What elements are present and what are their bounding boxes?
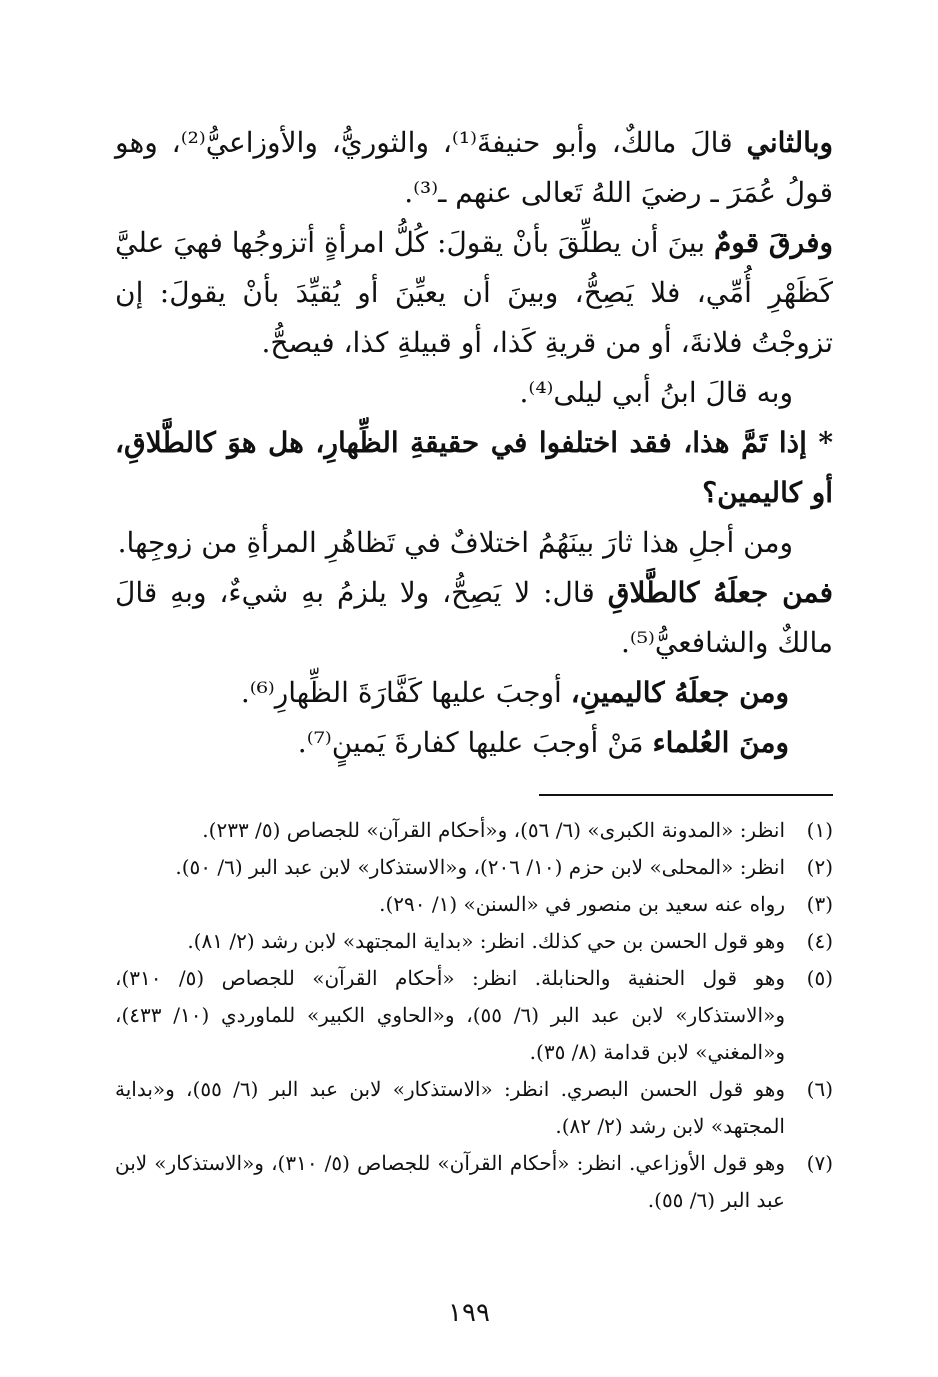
paragraph-body: مَنْ أوجبَ عليها كفارةَ يَمينٍ⁽⁷⁾.	[297, 726, 653, 759]
footnote-number: (٦)	[806, 1077, 833, 1101]
footnote-3	[115, 886, 833, 923]
footnote-text: وهو قول الحسن البصري. انظر: «الاستذكار» لابن عبد البر (٦/ ٥٥)، و«بداية المجتهد» لابن رشد (٢/ ٨٢).	[115, 1077, 786, 1138]
paragraph-body: بينَ أن يطلِّقَ بأنْ يقولَ: كُلُّ امرأةٍ أتزوجُها فهيَ عليَّ كَظَهْرِ أُمِّي، فلا يَصِحُّ، وبينَ أن يعيِّنَ أو يُقيِّدَ بأنْ يقولَ: إن تزوجْتُ فلانةَ، أو من قريةِ كَذا، أو قبيلةِ كذا، فيصحُّ.	[115, 226, 833, 359]
book-page	[115, 118, 833, 1338]
footnote-text: وهو قول الأوزاعي. انظر: «أحكام القرآن» للجصاص (٥/ ٣١٠)، و«الاستذكار» لابن عبد البر (٦/ ٥٥).	[115, 1151, 785, 1212]
paragraph-6	[115, 568, 833, 668]
footnotes	[115, 812, 833, 1219]
paragraph-body: ومن أجلِ هذا ثارَ بينَهُمُ اختلافٌ في تَظاهُرِ المرأةِ من زوجِها.	[117, 526, 793, 559]
footnote-number: (٤)	[806, 929, 833, 953]
footnote-separator	[539, 794, 833, 796]
footnote-number: (٣)	[806, 892, 833, 916]
footnote-text: وهو قول الحسن بن حي كذلك. انظر: «بداية المجتهد» لابن رشد (٢/ ٨١).	[187, 929, 785, 953]
footnote-6	[115, 1071, 833, 1145]
paragraph-5	[115, 518, 833, 568]
paragraph-body: وبه قالَ ابنُ أبي ليلى⁽⁴⁾.	[519, 376, 793, 409]
footnote-text: انظر: «المدونة الكبرى» (٦/ ٥٦)، و«أحكام القرآن» للجصاص (٥/ ٢٣٣).	[202, 818, 785, 842]
paragraph-1	[115, 118, 833, 218]
main-text	[115, 118, 833, 768]
paragraph-2	[115, 218, 833, 368]
footnote-number: (١)	[806, 818, 833, 842]
footnote-5	[115, 960, 833, 1071]
paragraph-4	[115, 418, 833, 518]
paragraph-3	[115, 368, 833, 418]
footnote-7	[115, 1145, 833, 1219]
footnote-number: (٧)	[806, 1151, 833, 1175]
paragraph-lead: ومنَ العُلماء	[652, 726, 789, 759]
footnote-number: (٢)	[806, 855, 833, 879]
paragraph-body: قال: لا يَصِحُّ، ولا يلزمُ بهِ شيءٌ، وبهِ قالَ مالكٌ والشافعيُّ⁽⁵⁾.	[115, 576, 833, 659]
paragraph-lead: فمن جعلَهُ كالطَّلاقِ	[607, 576, 833, 609]
footnote-text: وهو قول الحنفية والحنابلة. انظر: «أحكام القرآن» للجصاص (٥/ ٣١٠)، و«الاستذكار» لابن عبد البر (٦/ ٥٥)، و«الحاوي الكبير» للماوردي (١٠/ ٤٣٣)، و«المغني» لابن قدامة (٨/ ٣٥).	[115, 966, 785, 1064]
paragraph-7	[115, 668, 833, 718]
footnote-number: (٥)	[806, 966, 833, 990]
footnote-1	[115, 812, 833, 849]
paragraph-lead: وفرقَ قومٌ	[713, 226, 833, 259]
section-heading: * إذا تَمَّ هذا، فقد اختلفوا في حقيقةِ الظِّهارِ، هل هوَ كالطَّلاقِ، أو كاليمين؟	[115, 426, 833, 509]
paragraph-lead: وبالثاني	[746, 126, 834, 159]
footnote-text: رواه عنه سعيد بن منصور في «السنن» (١/ ٢٩٠).	[379, 892, 785, 916]
paragraph-lead: ومن جعلَهُ كاليمينِ،	[570, 676, 789, 709]
footnote-text: انظر: «المحلى» لابن حزم (١٠/ ٢٠٦)، و«الاستذكار» لابن عبد البر (٦/ ٥٠).	[175, 855, 785, 879]
footnote-4	[115, 923, 833, 960]
footnote-2	[115, 849, 833, 886]
paragraph-body: أوجبَ عليها كَفَّارَةَ الظِّهارِ⁽⁶⁾.	[240, 676, 571, 709]
page-number: ١٩٩	[448, 1298, 490, 1328]
paragraph-8	[115, 718, 833, 768]
paragraph-body: قالَ مالكٌ، وأبو حنيفةَ⁽¹⁾، والثوريُّ، والأوزاعيُّ⁽²⁾، وهو قولُ عُمَرَ ـ رضيَ اللهُ تَعالى عنهم ـ⁽³⁾.	[115, 126, 833, 209]
